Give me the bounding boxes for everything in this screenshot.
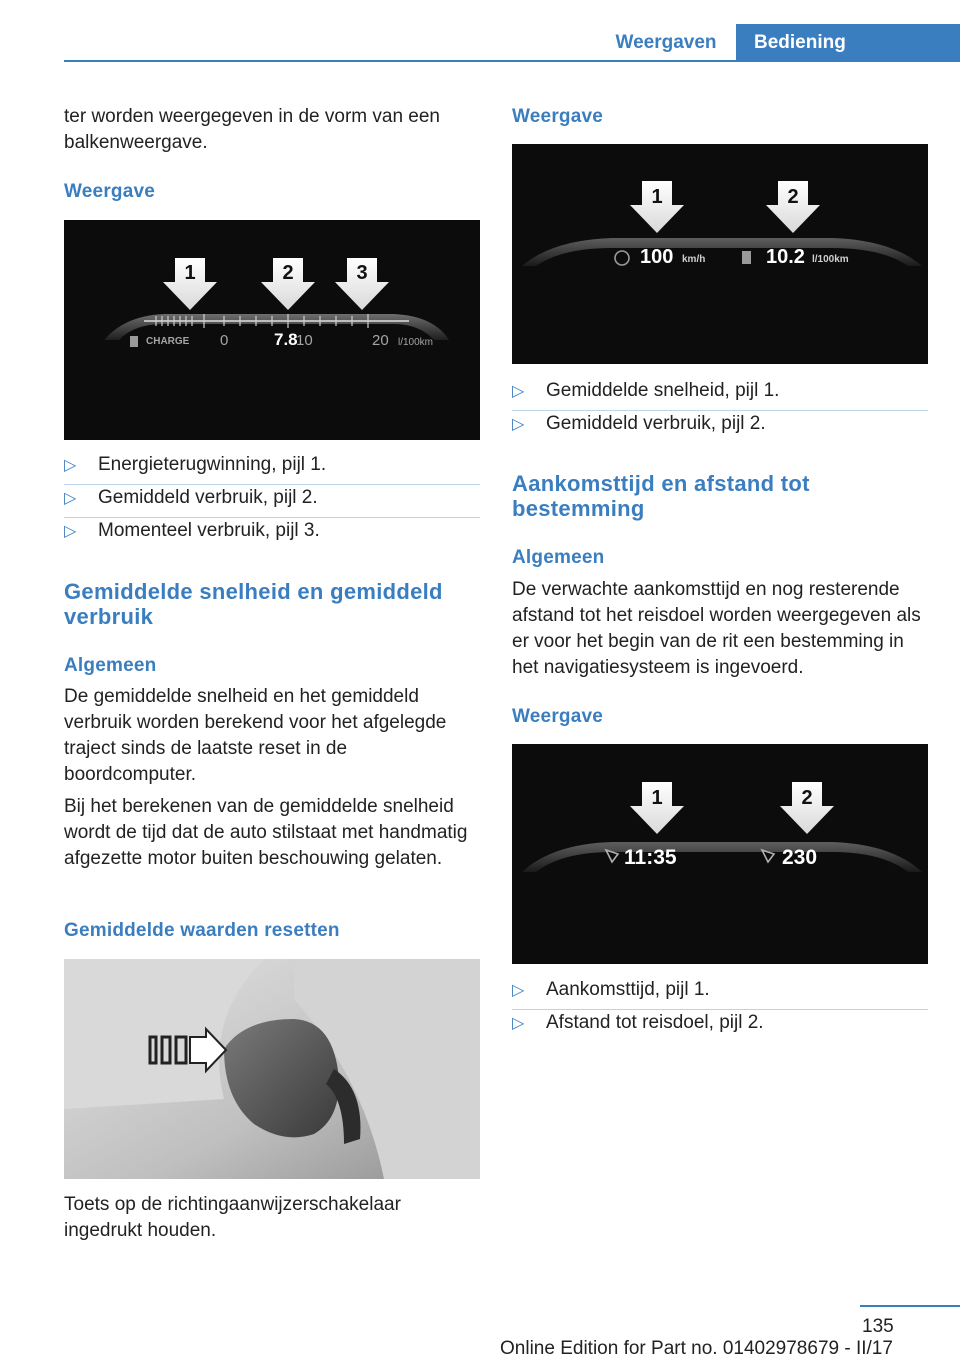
figure-speed-consumption [512, 144, 928, 364]
list-item: ▷ Afstand tot reisdoel, pijl 2. [512, 1010, 928, 1043]
arrow-2-label: 2 [787, 186, 799, 208]
header-rule [64, 60, 960, 62]
caption-stalk: Toets op de richtingaanwijzerschakelaar ingedrukt houden. [64, 1194, 401, 1241]
charge-label: CHARGE [146, 336, 190, 347]
fuel-icon [742, 251, 751, 264]
unit-label: l/100km [398, 337, 434, 348]
tab-weergaven[interactable]: Weergaven [615, 32, 717, 53]
list-item: ▷ Gemiddeld verbruik, pijl 2. [64, 485, 480, 518]
label-weergave: Weergave [64, 181, 156, 202]
intro-text: ter worden weergegeven in de vorm van een balkenweergave. [64, 106, 441, 153]
arrow-2-label: 2 [282, 262, 294, 284]
list-item: ▷ Momenteel verbruik, pijl 3. [64, 518, 480, 551]
arrow-2-label: 2 [801, 787, 813, 809]
paragraph-2: Bij het berekenen van de gemiddelde snelheid wordt de tijd dat de auto stilstaat met handmatig afgezette motor buiten beschouwing gelaten. [64, 796, 468, 869]
avg-consumption-value: 10.2 [766, 246, 805, 268]
triangle-bullet-icon: ▷ [512, 1015, 525, 1032]
scale-20: 20 [372, 332, 389, 349]
section-title-arrival: Aankomsttijd en afstand tot bestemming [512, 471, 810, 521]
section-title-avg: Gemiddelde snelheid en gemiddeld verbruik [64, 579, 443, 629]
page-number: 135 [862, 1316, 894, 1337]
edition-text: Online Edition for Part no. 01402978679 - II/17 [500, 1338, 893, 1359]
fuel-icon [130, 336, 138, 347]
list-item: ▷ Gemiddelde snelheid, pijl 1. [512, 378, 928, 411]
subsection-algemeen: Algemeen [64, 655, 157, 676]
consumption-unit: l/100km [812, 254, 849, 265]
bullet-list-2 [512, 378, 928, 444]
triangle-bullet-icon: ▷ [64, 490, 77, 507]
triangle-bullet-icon: ▷ [512, 383, 525, 400]
arrow-3-label: 3 [356, 262, 368, 284]
arrow-1-label: 1 [184, 262, 196, 284]
distance-value: 230 [782, 846, 818, 869]
arrow-1-label: 1 [651, 186, 663, 208]
list-item: ▷ Aankomsttijd, pijl 1. [512, 977, 928, 1010]
list-item: ▷ Gemiddeld verbruik, pijl 2. [512, 411, 928, 444]
speed-unit: km/h [682, 254, 706, 265]
scale-10: 10 [296, 332, 313, 349]
bullet-list-1 [64, 452, 480, 551]
arrival-time-value: 11:35 [624, 846, 677, 869]
avg-speed-value: 100 [640, 246, 674, 268]
arrow-1-label: 1 [651, 787, 663, 809]
label-weergave-right-2: Weergave [512, 706, 604, 727]
triangle-bullet-icon: ▷ [512, 416, 525, 433]
triangle-bullet-icon: ▷ [64, 523, 77, 540]
figure-turn-signal-stalk [64, 959, 480, 1179]
list-item: ▷ Energieterugwinning, pijl 1. [64, 452, 480, 485]
paragraph-1: De gemiddelde snelheid en het gemiddeld verbruik worden berekend voor het afgelegde traject sinds de laatste reset in de boordcomputer. [64, 686, 447, 785]
scale-0: 0 [220, 332, 229, 349]
paragraph-arrival: De verwachte aankomsttijd en nog resterende afstand tot het reisdoel worden weergegeven als er voor het begin van de rit een bestemming in het navigatiesysteem is ingevoerd. [512, 579, 921, 678]
bullet-list-3 [512, 977, 928, 1043]
footer-rule [860, 1305, 960, 1307]
triangle-bullet-icon: ▷ [512, 982, 525, 999]
subsection-algemeen-right: Algemeen [512, 547, 605, 568]
consumption-value: 7.8 [274, 330, 298, 349]
triangle-bullet-icon: ▷ [64, 457, 77, 474]
figure-bar-display [64, 220, 480, 440]
tab-bediening[interactable]: Bediening [736, 24, 960, 62]
label-weergave-right: Weergave [512, 106, 604, 127]
figure-arrival-distance [512, 744, 928, 964]
label-reset: Gemiddelde waarden resetten [64, 920, 340, 941]
speedometer-icon [615, 251, 629, 265]
